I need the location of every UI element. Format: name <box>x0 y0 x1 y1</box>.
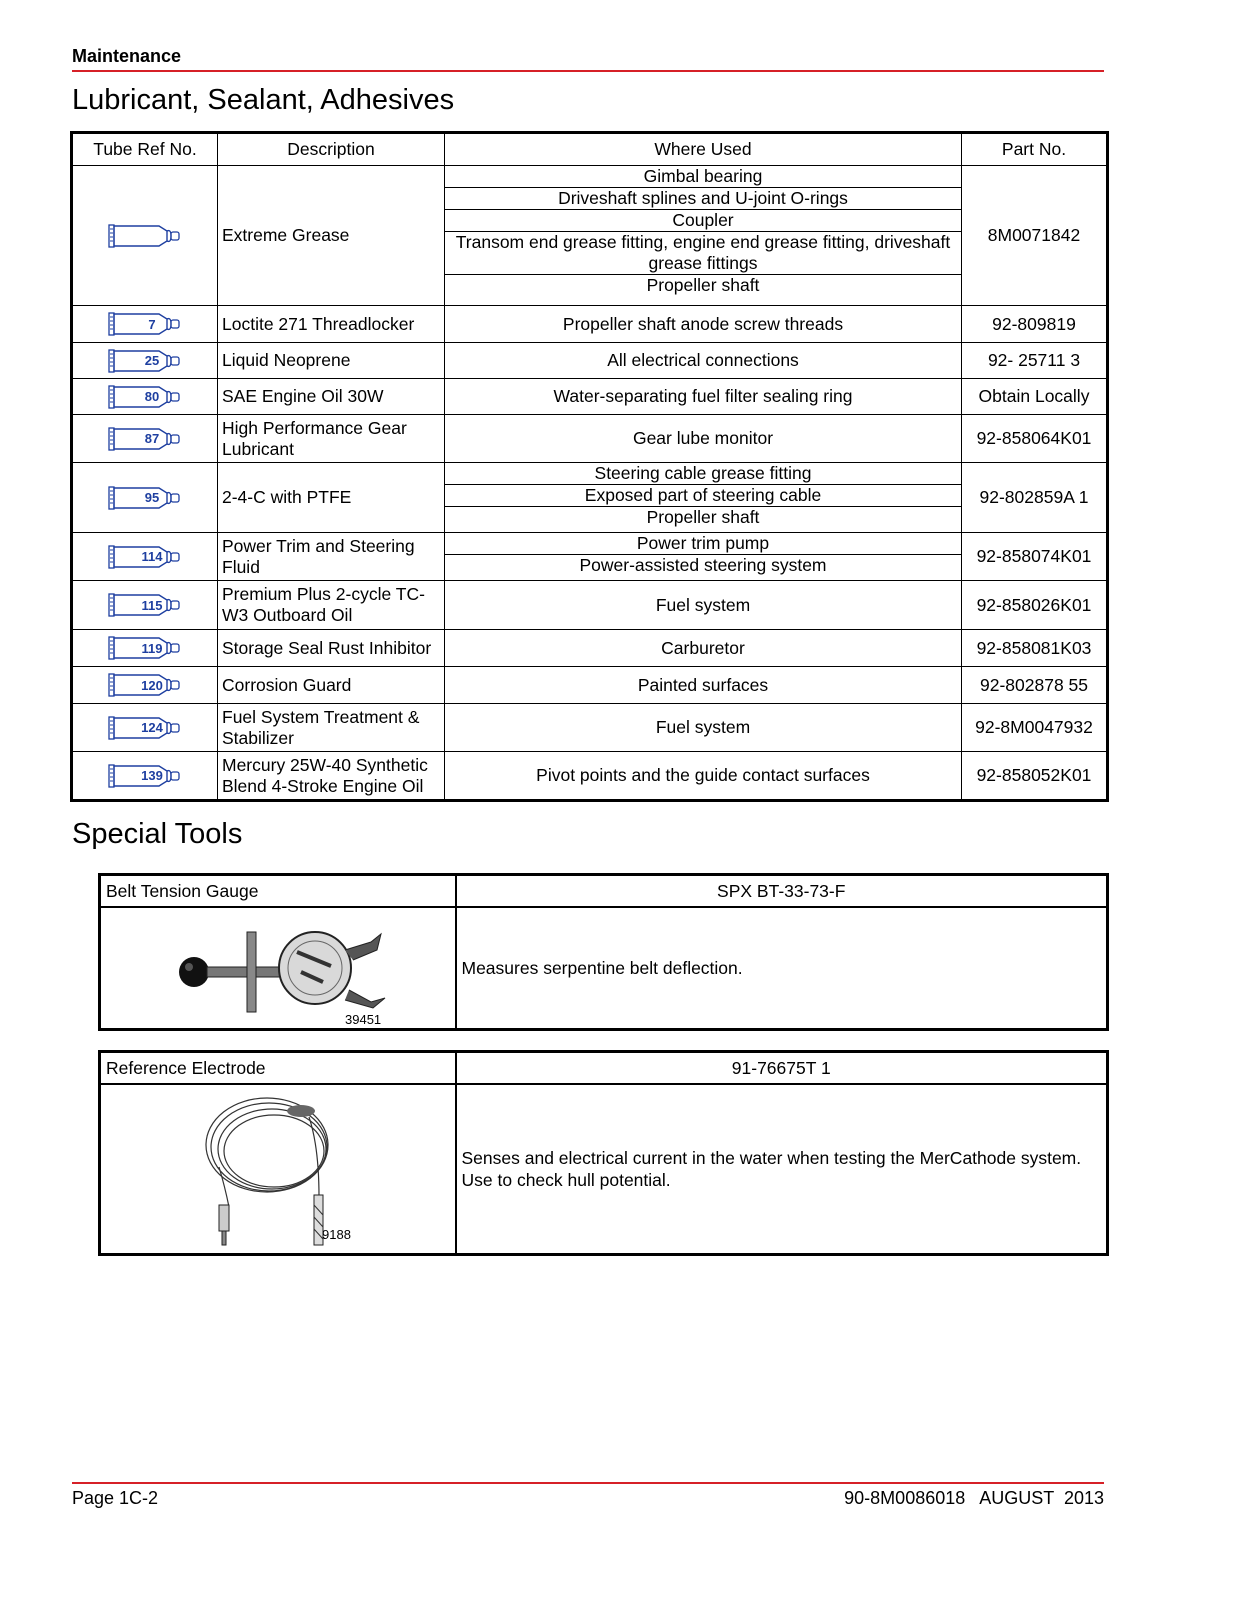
tool-name: Belt Tension Gauge <box>100 875 456 908</box>
part-number-cell: 92-858026K01 <box>962 581 1108 630</box>
description-cell: 2-4-C with PTFE <box>218 463 445 533</box>
part-number-cell: 92-858081K03 <box>962 630 1108 667</box>
footer-rule <box>72 1482 1104 1484</box>
lubricant-row <box>72 166 1108 306</box>
description-cell: Mercury 25W-40 Synthetic Blend 4-Stroke Engine Oil <box>218 752 445 801</box>
where-used-item: Transom end grease fitting, engine end grease fitting, driveshaft grease fittings <box>445 232 961 275</box>
tool-image-cell <box>100 907 456 1029</box>
part-number-cell: Obtain Locally <box>962 379 1108 415</box>
tube-ref-cell <box>72 166 218 306</box>
description-cell: Power Trim and Steering Fluid <box>218 533 445 581</box>
where-used-item: Steering cable grease fitting <box>445 463 961 485</box>
part-number-cell: 92-858074K01 <box>962 533 1108 581</box>
description-cell: Liquid Neoprene <box>218 343 445 379</box>
description-cell: High Performance Gear Lubricant <box>218 415 445 463</box>
tube-ref-cell <box>72 581 218 630</box>
where-used-item: Power-assisted steering system <box>579 555 827 575</box>
tool-name: Reference Electrode <box>100 1052 456 1085</box>
belt-tension-gauge-image <box>109 910 449 1028</box>
description-cell: SAE Engine Oil 30W <box>218 379 445 415</box>
tube-ref-cell <box>72 306 218 343</box>
tube-icon <box>107 223 183 249</box>
where-used-cell: Fuel system <box>445 704 962 752</box>
part-number-cell: 92-8M0047932 <box>962 704 1108 752</box>
where-used-cell: Propeller shaft anode screw threads <box>445 306 962 343</box>
tool-description: Senses and electrical current in the water when testing the MerCathode system. Use to check hull potential. <box>456 1084 1108 1254</box>
tube-ref-number: 25 <box>144 353 160 368</box>
tool-image-number: 39451 <box>345 1012 382 1027</box>
where-used-item: Coupler <box>445 210 961 232</box>
part-number-cell: 92-858064K01 <box>962 415 1108 463</box>
where-used-item: Power trim pump <box>445 533 961 555</box>
section-header: Maintenance <box>72 46 182 66</box>
description-cell: Premium Plus 2-cycle TC-W3 Outboard Oil <box>218 581 445 630</box>
where-used-item: Propeller shaft <box>646 507 760 527</box>
lubricant-row <box>72 630 1108 667</box>
description-cell: Extreme Grease <box>218 166 445 306</box>
where-used-cell <box>445 166 962 306</box>
tube-ref-number: 95 <box>144 490 160 505</box>
tube-ref-cell <box>72 343 218 379</box>
lubricant-row <box>72 415 1108 463</box>
tube-ref-number: 119 <box>141 640 163 656</box>
lubricants-header-row <box>72 133 1108 166</box>
special-tools-title: Special Tools <box>72 818 243 850</box>
lubricant-row <box>72 581 1108 630</box>
where-used-cell <box>445 463 962 533</box>
footer-page-number: Page 1C-2 <box>72 1488 159 1508</box>
col-tube-ref: Tube Ref No. <box>72 133 218 166</box>
where-used-cell: Painted surfaces <box>445 667 962 704</box>
tool-image-cell <box>100 1084 456 1254</box>
where-used-cell: Water-separating fuel filter sealing ring <box>445 379 962 415</box>
reference-electrode-image <box>109 1087 449 1253</box>
part-number-cell: 8M0071842 <box>962 166 1108 306</box>
lubricant-row <box>72 752 1108 801</box>
lubricant-row <box>72 463 1108 533</box>
tool-description: Measures serpentine belt deflection. <box>456 907 1108 1029</box>
tube-ref-number: 87 <box>144 431 160 446</box>
where-used-cell: Carburetor <box>445 630 962 667</box>
part-number-cell: 92- 25711 3 <box>962 343 1108 379</box>
part-number-cell: 92-802878 55 <box>962 667 1108 704</box>
tool-image-number: 9188 <box>322 1227 351 1242</box>
tube-ref-number: 139 <box>141 768 163 783</box>
where-used-cell: Gear lube monitor <box>445 415 962 463</box>
tool-table-reference-electrode <box>98 1050 1109 1256</box>
tube-ref-number: 7 <box>148 316 156 332</box>
part-number-cell: 92-858052K01 <box>962 752 1108 801</box>
where-used-cell: All electrical connections <box>445 343 962 379</box>
tube-ref-number: 80 <box>144 389 160 404</box>
tube-ref-cell <box>72 630 218 667</box>
where-used-cell <box>445 533 962 581</box>
where-used-item: Gimbal bearing <box>445 166 961 188</box>
where-used-item: Propeller shaft <box>646 275 760 295</box>
lubricant-row <box>72 306 1108 343</box>
footer-doc-info: 90-8M0086018 AUGUST 2013 <box>844 1488 1104 1508</box>
tool-part-number: SPX BT-33-73-F <box>456 875 1108 908</box>
lubricant-row <box>72 533 1108 581</box>
tube-ref-number: 114 <box>141 549 163 564</box>
lubricant-row <box>72 343 1108 379</box>
description-cell: Fuel System Treatment & Stabilizer <box>218 704 445 752</box>
tube-ref-cell <box>72 533 218 581</box>
tube-ref-cell <box>72 463 218 533</box>
tube-ref-cell <box>72 415 218 463</box>
tube-ref-cell <box>72 667 218 704</box>
lubricants-table <box>70 131 1109 802</box>
lubricant-row <box>72 704 1108 752</box>
tube-ref-cell <box>72 704 218 752</box>
tube-ref-cell <box>72 379 218 415</box>
description-cell: Loctite 271 Threadlocker <box>218 306 445 343</box>
part-number-cell: 92-802859A 1 <box>962 463 1108 533</box>
tube-ref-cell <box>72 752 218 801</box>
header-rule <box>72 70 1104 72</box>
col-description: Description <box>218 133 445 166</box>
lubricants-title: Lubricant, Sealant, Adhesives <box>72 84 455 116</box>
part-number-cell: 92-809819 <box>962 306 1108 343</box>
col-where-used: Where Used <box>445 133 962 166</box>
lubricant-row <box>72 667 1108 704</box>
lubricant-row <box>72 379 1108 415</box>
tool-table-belt-tension-gauge <box>98 873 1109 1031</box>
where-used-item: Driveshaft splines and U-joint O-rings <box>445 188 961 210</box>
tube-ref-number: 124 <box>141 720 163 735</box>
where-used-item: Exposed part of steering cable <box>445 485 961 507</box>
where-used-cell: Fuel system <box>445 581 962 630</box>
tube-ref-number: 115 <box>141 597 163 613</box>
description-cell: Storage Seal Rust Inhibitor <box>218 630 445 667</box>
description-cell: Corrosion Guard <box>218 667 445 704</box>
tool-part-number: 91-76675T 1 <box>456 1052 1108 1085</box>
tube-ref-number: 120 <box>141 677 163 693</box>
where-used-cell: Pivot points and the guide contact surfaces <box>445 752 962 801</box>
col-part-no: Part No. <box>962 133 1108 166</box>
